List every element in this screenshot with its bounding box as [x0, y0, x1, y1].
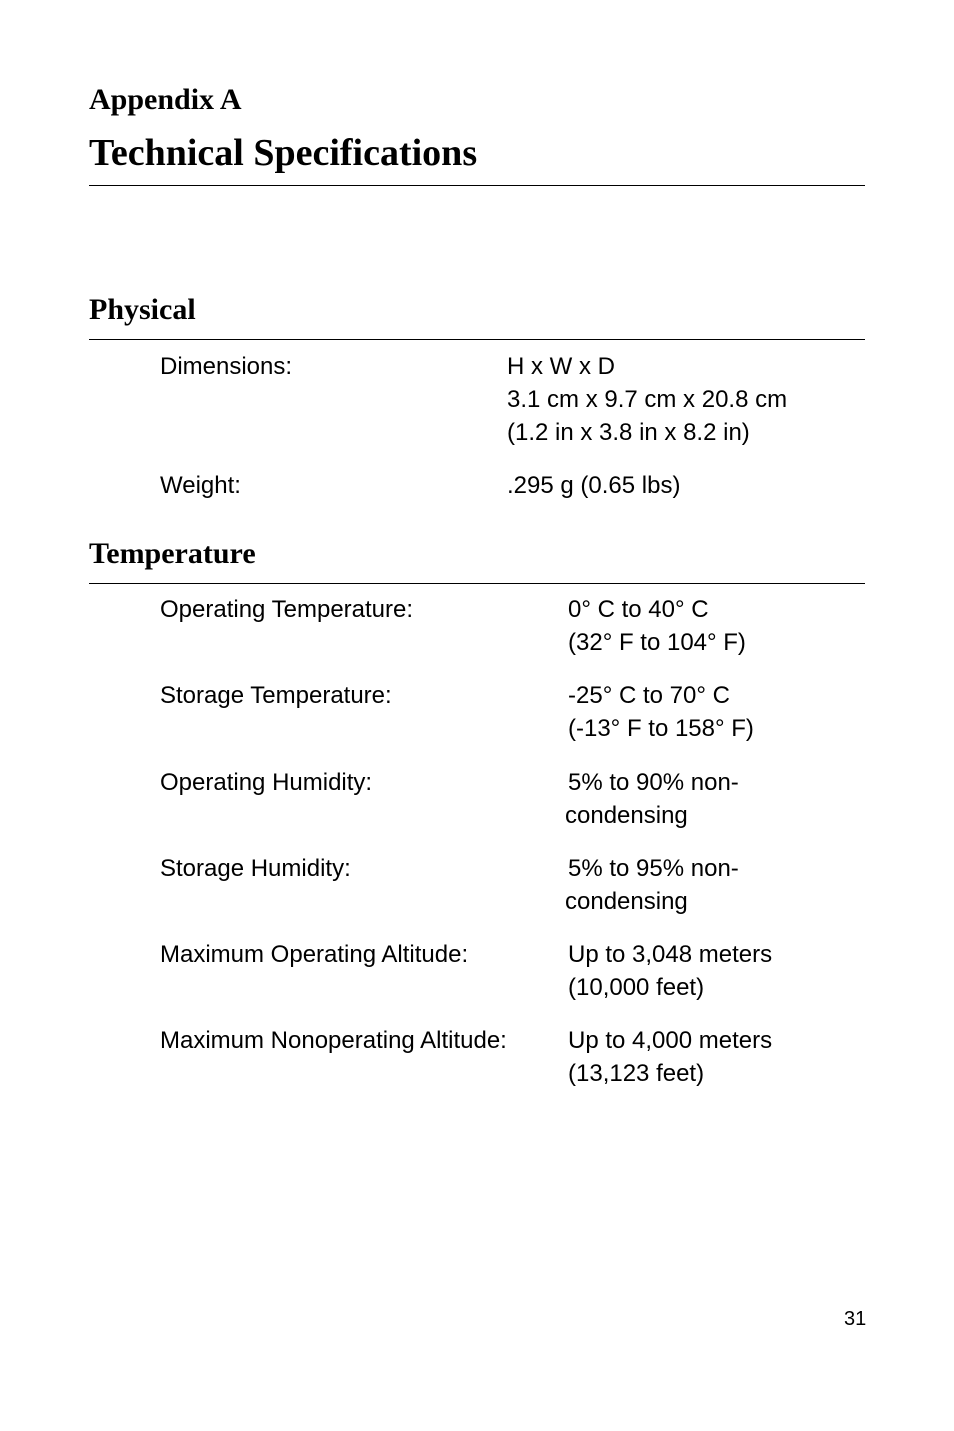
appendix-label: Appendix A — [89, 83, 242, 116]
spec-value-line: condensing — [565, 888, 688, 915]
title-divider — [89, 185, 865, 186]
physical-divider — [89, 339, 865, 340]
spec-value-line: (1.2 in x 3.8 in x 8.2 in) — [507, 419, 750, 446]
spec-label: Maximum Operating Altitude: — [160, 941, 469, 968]
spec-label: Operating Humidity: — [160, 769, 373, 796]
spec-label: Maximum Nonoperating Altitude: — [160, 1027, 507, 1054]
spec-label: Weight: — [160, 472, 241, 499]
page-title: Technical Specifications — [89, 132, 478, 174]
spec-value-line: .295 g (0.65 lbs) — [507, 472, 681, 499]
spec-label: Storage Humidity: — [160, 855, 351, 882]
spec-value-line: 3.1 cm x 9.7 cm x 20.8 cm — [507, 386, 788, 413]
page-number: 31 — [844, 1308, 867, 1330]
spec-value-line: H x W x D — [507, 353, 615, 380]
section-heading-physical: Physical — [89, 293, 196, 326]
spec-value-line: (32° F to 104° F) — [568, 629, 746, 656]
spec-value-line: 0° C to 40° C — [568, 596, 709, 623]
temperature-divider — [89, 583, 865, 584]
spec-value-line: Up to 3,048 meters — [568, 941, 773, 968]
spec-value-line: Up to 4,000 meters — [568, 1027, 773, 1054]
spec-value-line: -25° C to 70° C — [568, 682, 730, 709]
spec-value-line: condensing — [565, 802, 688, 829]
spec-value-line: 5% to 95% non- — [568, 855, 739, 882]
spec-value-line: (-13° F to 158° F) — [568, 715, 754, 742]
spec-label: Storage Temperature: — [160, 682, 392, 709]
section-heading-temperature: Temperature — [89, 537, 256, 570]
spec-label: Operating Temperature: — [160, 596, 414, 623]
spec-value-line: (10,000 feet) — [568, 974, 705, 1001]
spec-value-line: (13,123 feet) — [568, 1060, 705, 1087]
spec-label: Dimensions: — [160, 353, 293, 380]
spec-value-line: 5% to 90% non- — [568, 769, 739, 796]
